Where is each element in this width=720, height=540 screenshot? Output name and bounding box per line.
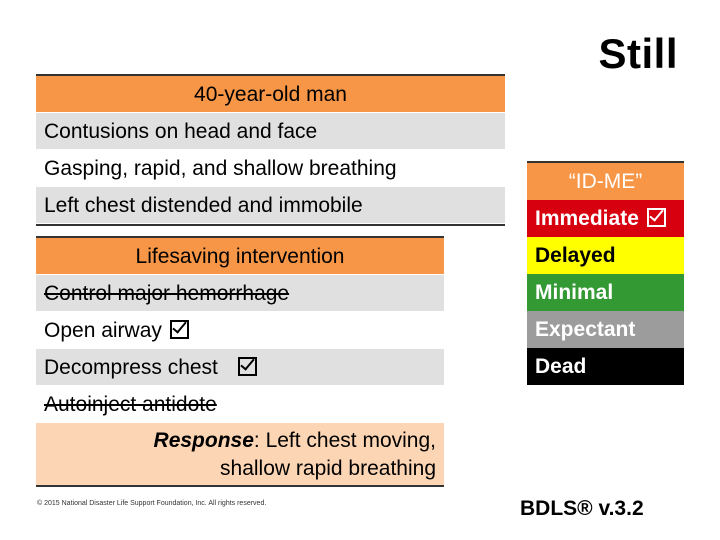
patient-finding: Left chest distended and immobile <box>36 187 505 224</box>
intervention-table <box>36 236 444 487</box>
triage-table <box>527 161 684 385</box>
response-line-1 <box>44 427 436 455</box>
checked-box-icon <box>647 208 666 227</box>
triage-delayed: Delayed <box>527 237 684 274</box>
slide-title: Still <box>598 30 678 77</box>
triage-header: “ID-ME” <box>527 163 684 200</box>
triage-immediate <box>527 200 684 237</box>
intervention-row <box>36 349 444 386</box>
intervention-label: Decompress chest <box>44 356 218 379</box>
copyright-footer: © 2015 National Disaster Life Support Foundation, Inc. All rights reserved. <box>37 500 267 507</box>
intervention-header: Lifesaving intervention <box>36 238 444 275</box>
triage-dead: Dead <box>527 348 684 385</box>
checked-box-icon <box>238 357 257 376</box>
triage-label: Immediate <box>535 207 639 230</box>
intervention-label: Control major hemorrhage <box>44 282 290 305</box>
patient-finding: Gasping, rapid, and shallow breathing <box>36 150 505 187</box>
checked-box-icon <box>170 320 189 339</box>
response-text: : Left chest moving, <box>253 429 436 452</box>
intervention-label: Autoinject antidote <box>44 393 217 416</box>
intervention-row <box>36 312 444 349</box>
intervention-row <box>36 386 444 423</box>
response-row <box>36 423 444 485</box>
patient-finding: Contusions on head and face <box>36 113 505 150</box>
response-line-2: shallow rapid breathing <box>220 457 436 480</box>
patient-table <box>36 74 505 226</box>
intervention-label: Open airway <box>44 319 162 342</box>
version-label: BDLS® v.3.2 <box>520 497 644 520</box>
triage-minimal: Minimal <box>527 274 684 311</box>
intervention-row <box>36 275 444 312</box>
response-label: Response <box>153 429 254 452</box>
triage-expectant: Expectant <box>527 311 684 348</box>
patient-header: 40-year-old man <box>36 76 505 113</box>
